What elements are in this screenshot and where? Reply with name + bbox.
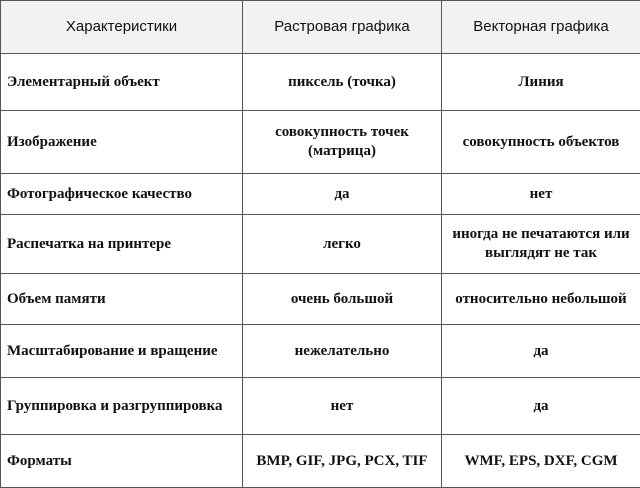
row-vector-value: совокупность объектов: [442, 111, 640, 174]
table-row: [1, 325, 640, 378]
row-vector-value: WMF, EPS, DXF, CGM: [442, 435, 640, 488]
row-vector-value: Линия: [442, 54, 640, 111]
row-vector-value: да: [442, 378, 640, 435]
header-row: [1, 1, 640, 54]
row-raster-value: да: [243, 174, 442, 215]
row-vector-value: да: [442, 325, 640, 378]
row-raster-value: нет: [243, 378, 442, 435]
header-vector-graphics: Векторная графика: [442, 1, 640, 54]
row-vector-value: относительно небольшой: [442, 274, 640, 325]
table-row: [1, 111, 640, 174]
header-raster-graphics: Растровая графика: [243, 1, 442, 54]
row-characteristic: Изображение: [1, 111, 243, 174]
table-header: [1, 1, 640, 54]
table-row: [1, 215, 640, 274]
row-characteristic: Объем памяти: [1, 274, 243, 325]
row-raster-value: очень большой: [243, 274, 442, 325]
row-characteristic: Распечатка на принтере: [1, 215, 243, 274]
table-row: [1, 274, 640, 325]
row-characteristic: Форматы: [1, 435, 243, 488]
row-raster-value: BMP, GIF, JPG, PCX, TIF: [243, 435, 442, 488]
row-raster-value: совокупность точек (матрица): [243, 111, 442, 174]
row-characteristic: Группировка и разгруппировка: [1, 378, 243, 435]
table-row: [1, 174, 640, 215]
table-row: [1, 378, 640, 435]
row-vector-value: нет: [442, 174, 640, 215]
header-characteristics: Характеристики: [1, 1, 243, 54]
table-row: [1, 54, 640, 111]
row-characteristic: Фотографическое качество: [1, 174, 243, 215]
row-raster-value: пиксель (точка): [243, 54, 442, 111]
row-characteristic: Элементарный объект: [1, 54, 243, 111]
row-characteristic: Масштабирование и вращение: [1, 325, 243, 378]
row-raster-value: нежелательно: [243, 325, 442, 378]
row-raster-value: легко: [243, 215, 442, 274]
table-body: [1, 54, 640, 488]
row-vector-value: иногда не печатаются или выглядят не так: [442, 215, 640, 274]
